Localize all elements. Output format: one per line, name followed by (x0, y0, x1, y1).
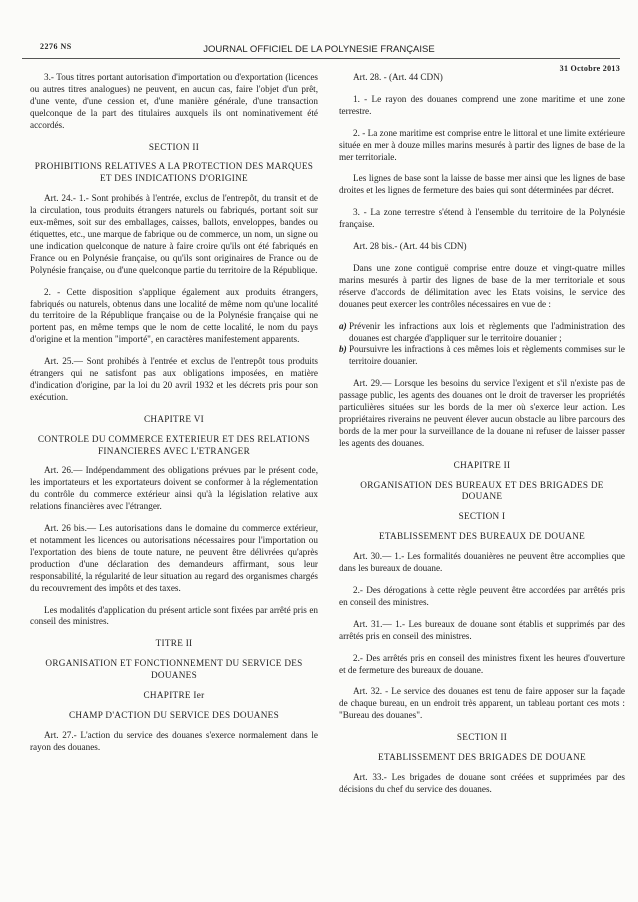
article-26-bis: Art. 26 bis.— Les autorisations dans le domaine du commerce extérieur, et notamment les licences ou autorisations nécessaires pour l'importation ou l'exportation des biens de toute nature, ne peuvent être délivrées qu'après production d'une déclaration des demandeurs affirmant, sous leur responsabilité, la régularité de leur situation au regard des organismes chargés du recouvrement des impôts et des taxes. (30, 523, 318, 593)
issue-date: 31 Octobre 2013 (559, 64, 620, 73)
article-31-1: Art. 31.— 1.- Les bureaux de douane sont établis et supprimés par des arrêtés pris en conseil des ministres. (339, 618, 625, 641)
section-heading: SECTION II (456, 732, 508, 743)
title-title: ORGANISATION ET FONCTIONNEMENT DU SERVICE DES DOUANES (45, 658, 303, 681)
article-33: Art. 33.- Les brigades de douane sont créées et supprimées par des décisions du chef du service des douanes. (339, 771, 625, 794)
list-item-text: Poursuivre les infractions à ces mêmes lois et règlements commises sur le territoire douanier. (349, 344, 625, 367)
article-30-1: Art. 30.— 1.- Les formalités douanières ne peuvent être accomplies que dans les bureaux de douane. (339, 551, 625, 574)
chapter-title: ORGANISATION DES BUREAUX ET DES BRIGADES DE DOUANE (360, 479, 604, 502)
list-marker: a) (339, 320, 347, 331)
article-26-bis-2: Les modalités d'application du présent article sont fixées par arrêté pris en conseil des ministres. (30, 604, 318, 627)
article-28-heading: Art. 28. - (Art. 44 CDN) (353, 72, 443, 82)
article-28-bis-1: Dans une zone contiguë comprise entre douze et vingt-quatre milles marins mesurés à partir des lignes de base de la mer territoriale et sous réserve d'accords de délimitation avec les Etats voisins, le service des douanes peut exercer les contrôles nécessaires en vue de : (339, 262, 625, 309)
section-title: PROHIBITIONS RELATIVES A LA PROTECTION DES MARQUES ET DES INDICATIONS D'ORIGINE (34, 161, 314, 184)
list-item-text: Prévenir les infractions aux lois et règlements que l'administration des douanes est chargée d'appliquer sur le territoire douanier ; (349, 320, 625, 343)
article-24-2: 2. - Cette disposition s'applique également aux produits étrangers, fabriqués ou naturels, obtenus dans une localité de même nom qu'une localité du territoire de la République française ou de la Polynésie française qui ne portent pas, en même temps que le nom de cette localité, le nom du pays d'origine et la mention "importé", en caractères manifestement apparents. (30, 286, 318, 345)
article-29: Art. 29.— Lorsque les besoins du service l'exigent et s'il n'existe pas de passage public, les agents des douanes ont le droit de traverser les propriétés particulières situées sur les bords de la mer où s'exerce leur action. Les propriétaires riverains ne peuvent élever aucun obstacle au libre parcours des bords de la mer pour la surveillance de la douane ni refuser de laisser passer les agents des douanes. (339, 378, 625, 448)
article-28-bis-heading: Art. 28 bis.- (Art. 44 bis CDN) (353, 241, 467, 252)
article-27: Art. 27.- L'action du service des douanes s'exerce normalement dans le rayon des douanes. (30, 729, 318, 752)
list-item (339, 321, 625, 345)
paragraph: 3.- Tous titres portant autorisation d'importation ou d'exportation (licences ou autres titres analogues) ne peuvent, en aucun cas, faire l'objet d'un prêt, d'une vente, d'une cession et, d'une manière générale, d'une transaction quelconque de la part des titulaires auxquels ils ont nominativement été accordés. (30, 72, 318, 130)
chapter-title: CONTROLE DU COMMERCE EXTERIEUR ET DES RELATIONS FINANCIERES AVEC L'ETRANGER (37, 433, 311, 456)
list-item (339, 344, 625, 368)
article-28-1: 1. - Le rayon des douanes comprend une zone maritime et une zone terrestre. (339, 93, 625, 116)
chapter-heading: CHAPITRE Ier (143, 690, 205, 701)
chapter-heading: CHAPITRE VI (143, 413, 205, 424)
article-26: Art. 26.— Indépendamment des obligations prévues par le présent code, les importateurs et les exportateurs doivent se conformer à la réglementation du contrôle du commerce extérieur ainsi qu'à la législation relative aux relations financières avec l'étranger. (30, 465, 318, 512)
article-32: Art. 32. - Le service des douanes est tenu de faire apposer sur la façade de chaque bureau, en un endroit très apparent, un tableau portant ces mots : "Bureau des douanes". (339, 686, 625, 721)
article-28-2: 2. - La zone maritime est comprise entre le littoral et une limite extérieure située en mer à douze milles marins mesurés à partir des lignes de base de la mer territoriale. (339, 127, 625, 162)
article-24-1: Art. 24.- 1.- Sont prohibés à l'entrée, exclus de l'entrepôt, du transit et de la circulation, tous produits étrangers naturels ou fabriqués, portant soit sur eux-mêmes, soit sur des emballages, caisses, ballots, enveloppes, bandes ou étiquettes, etc., une marque de fabrique ou de commerce, un nom, un signe ou une indication quelconque de nature à faire croire qu'ils ont été fabriqués en France ou en Polynésie française, ou qu'ils sont originaires de France ou de Polynésie française, ou d'une quelconque partie du territoire de la République. (30, 193, 318, 275)
left-column (30, 72, 318, 764)
article-30-2: 2.- Des dérogations à cette règle peuvent être accordées par arrêtés pris en conseil des ministres. (339, 585, 625, 607)
chapter-heading: CHAPITRE II (453, 459, 511, 470)
article-28-2b: Les lignes de base sont la laisse de basse mer ainsi que les lignes de base droites et les lignes de fermeture des baies qui sont déterminées par décret. (339, 173, 625, 196)
list-marker: b) (339, 344, 347, 355)
list (339, 321, 625, 369)
section-title: ETABLISSEMENT DES BRIGADES DE DOUANE (378, 752, 586, 763)
header-rule (22, 58, 620, 59)
section-heading: SECTION II (148, 141, 200, 152)
page-number: 2276 NS (40, 42, 72, 51)
article-25: Art. 25.— Sont prohibés à l'entrée et exclus de l'entrepôt tous produits étrangers qui ne satisfont pas aux obligations imposées, en matière d'indication d'origine, par la loi du 20 avril 1932 et les décrets pris pour son exécution. (30, 356, 318, 402)
right-column (339, 72, 625, 806)
section-heading: SECTION I (458, 511, 506, 522)
article-31-2: 2.- Des arrêtés pris en conseil des ministres fixent les heures d'ouverture et de fermeture des bureaux de douane. (339, 652, 625, 675)
title-heading: TITRE II (155, 638, 193, 649)
section-title: ETABLISSEMENT DES BUREAUX DE DOUANE (378, 531, 586, 542)
chapter-title: CHAMP D'ACTION DU SERVICE DES DOUANES (69, 709, 279, 720)
article-28-3: 3. - La zone terrestre s'étend à l'ensemble du territoire de la Polynésie française. (339, 207, 625, 230)
journal-title: JOURNAL OFFICIEL DE LA POLYNESIE FRANÇAISE (203, 44, 435, 55)
